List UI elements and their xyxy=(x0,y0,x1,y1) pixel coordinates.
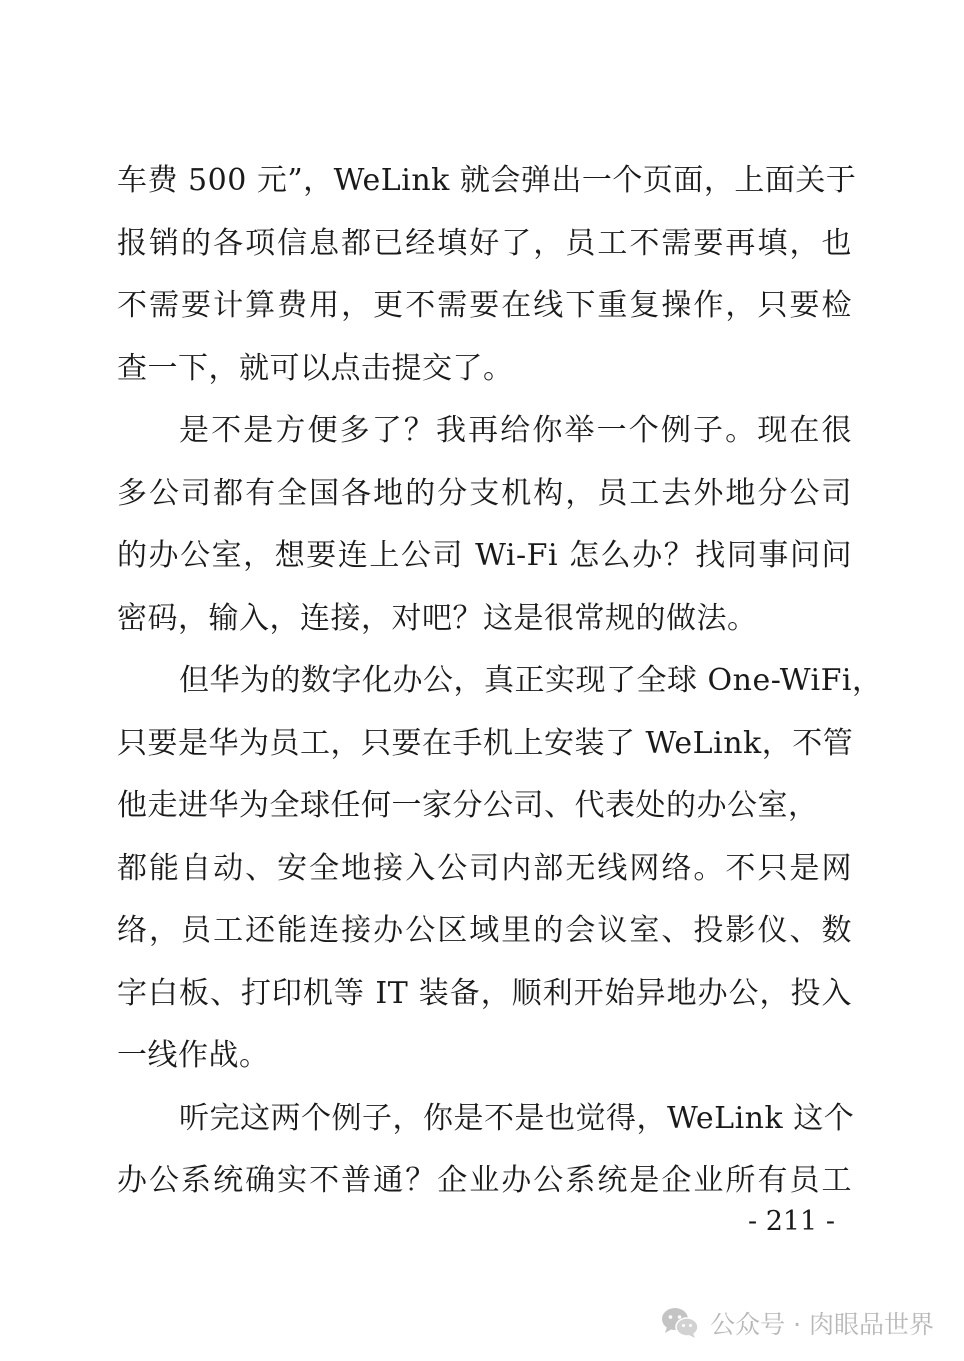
text-line: 车费 500 元”，WeLink 就会弹出一个页面，上面关于 xyxy=(117,163,857,198)
page-number: - 211 - xyxy=(748,1206,835,1237)
text-line: 的办公室，想要连上公司 Wi-Fi 怎么办？找同事问问 xyxy=(117,538,852,573)
text-line: 一线作战。 xyxy=(117,1038,270,1073)
body-text xyxy=(117,150,883,1213)
text-line: 密码，输入，连接，对吧？这是很常规的做法。 xyxy=(117,600,758,636)
text-line: 听完这两个例子，你是不是也觉得，WeLink 这个 xyxy=(179,1100,855,1136)
text-line: 只要是华为员工，只要在手机上安装了 WeLink，不管 xyxy=(117,725,854,761)
text-line: 报销的各项信息都已经填好了，员工不需要再填，也 xyxy=(117,225,852,261)
text-line: 不需要计算费用，更不需要在线下重复操作，只要检 xyxy=(117,288,852,323)
text-line: 络，员工还能连接办公区域里的会议室、投影仪、数 xyxy=(117,913,852,948)
text-line: 是不是方便多了？我再给你举一个例子。现在很 xyxy=(179,413,852,448)
text-line: 他走进华为全球任何一家分公司、代表处的办公室， xyxy=(117,788,819,823)
text-line: 办公系统确实不普通？企业办公系统是企业所有员工 xyxy=(117,1163,852,1198)
wechat-icon xyxy=(660,1306,700,1340)
watermark-text: 公众号 · 肉眼品世界 xyxy=(710,1310,934,1339)
text-line: 字白板、打印机等 IT 装备，顺利开始异地办公，投入 xyxy=(117,975,852,1011)
text-line: 但华为的数字化办公，真正实现了全球 One-WiFi， xyxy=(179,663,883,698)
text-line: 查一下，就可以点击提交了。 xyxy=(117,350,514,386)
watermark xyxy=(660,1298,934,1348)
text-line: 都能自动、安全地接入公司内部无线网络。不只是网 xyxy=(117,850,852,886)
text-line: 多公司都有全国各地的分支机构，员工去外地分公司 xyxy=(117,475,852,511)
